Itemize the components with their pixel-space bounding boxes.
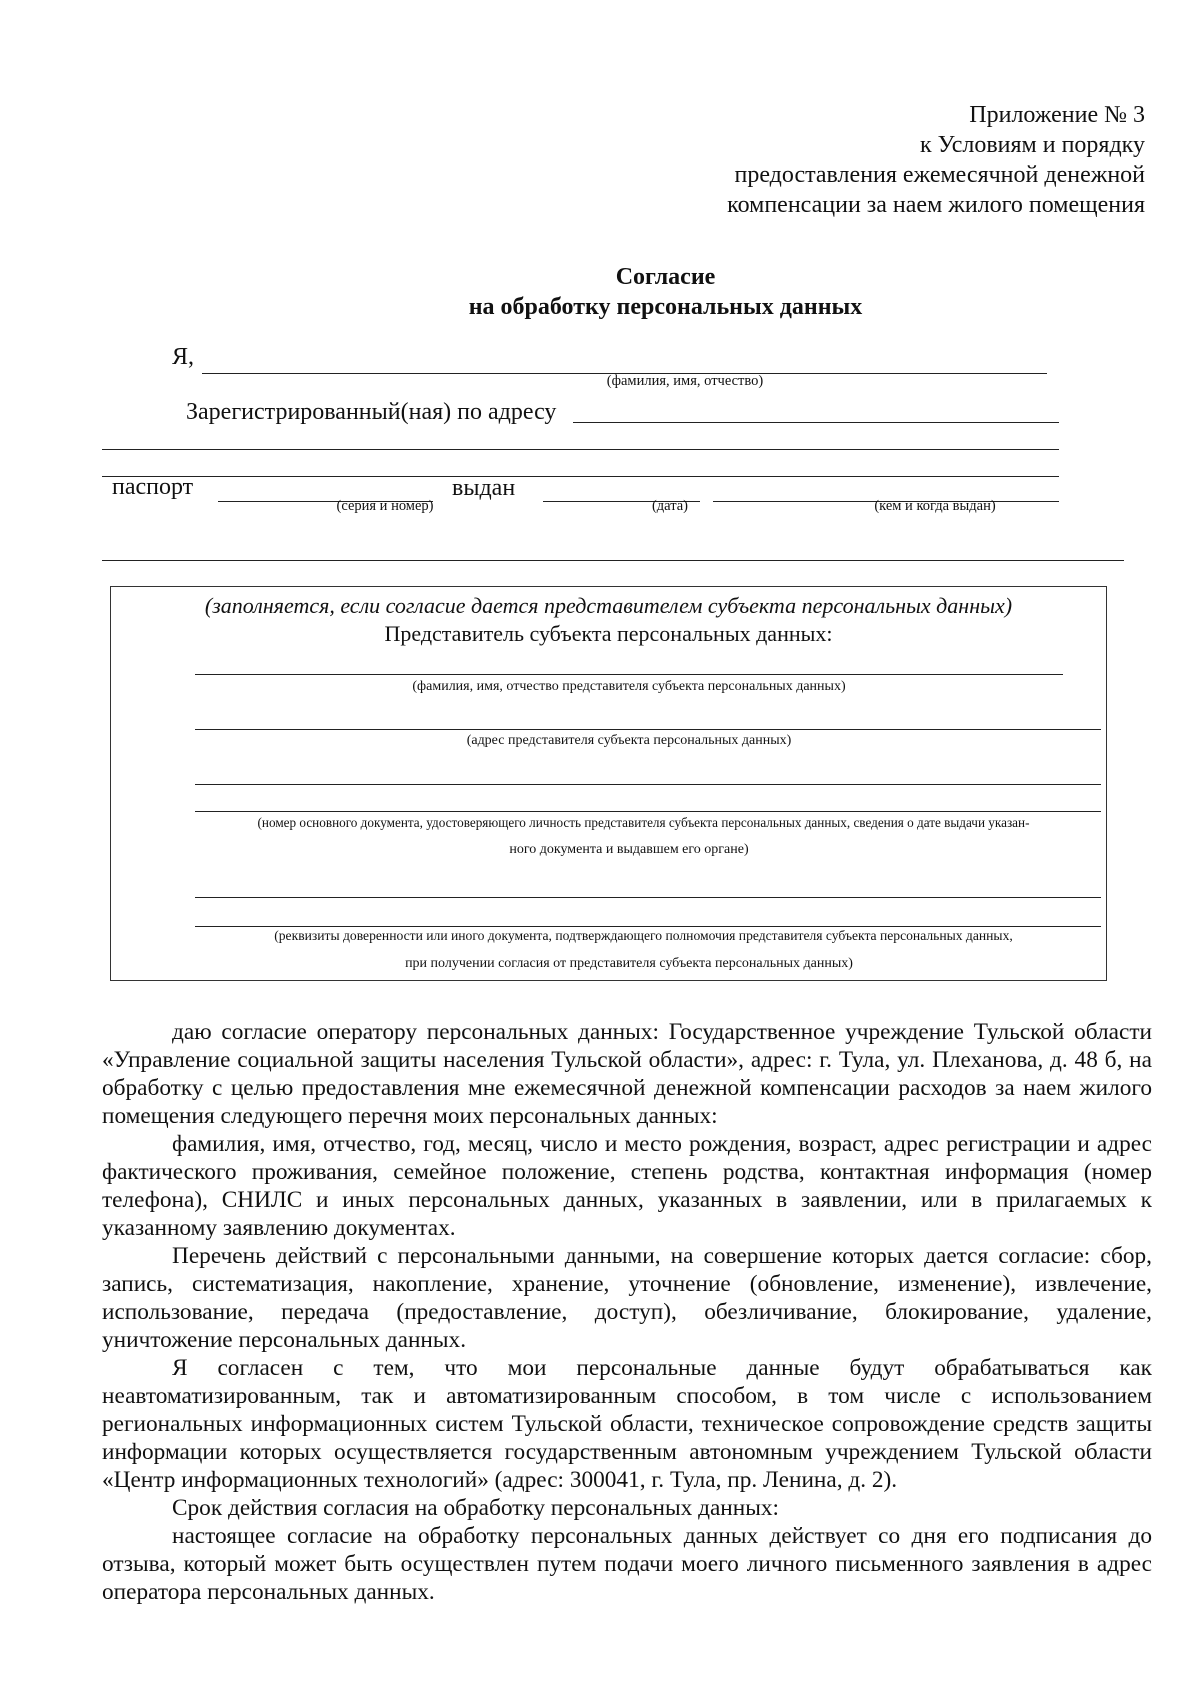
title-line-2: на обработку персональных данных xyxy=(468,294,863,320)
annex-line-3: предоставления ежемесячной денежной xyxy=(734,162,1145,188)
rep-doc-caption-2: ного документа и выдавшем его органе) xyxy=(509,842,749,857)
rep-doc-field-2[interactable] xyxy=(195,811,1101,812)
body-paragraph: Перечень действий с персональными данными, на совершение которых дается согласие: сбор, запись, систематизация, накопление, хранение, уточнение (обновление, изменение), извлечение, использование, передача (предоставление, доступ), обезличивание, блокирование, удаление, уничтожение персональных данных. xyxy=(102,1243,1152,1353)
passport-label: паспорт xyxy=(112,474,194,500)
rep-fio-caption: (фамилия, имя, отчество представителя субъекта персональных данных) xyxy=(412,679,846,694)
rep-address-caption: (адрес представителя субъекта персональных данных) xyxy=(466,733,792,748)
date-caption: (дата) xyxy=(651,498,689,514)
representative-note: (заполняется, если согласие дается представителем субъекта персональных данных) xyxy=(204,593,1013,618)
address-field-1[interactable] xyxy=(573,422,1059,423)
rep-proxy-caption-2: при получении согласия от представителя субъекта персональных данных) xyxy=(405,956,853,971)
address-field-3[interactable] xyxy=(102,476,1059,477)
consent-body xyxy=(102,1018,1152,1606)
address-field-2[interactable] xyxy=(102,449,1059,450)
registered-label: Зарегистрированный(ная) по адресу xyxy=(186,399,557,425)
body-paragraph: Я согласен с тем, что мои персональные данные будут обрабатываться как неавтоматизированным, так и автоматизированным способом, в том числе с использованием региональных информационных систем Тульской области, техническое сопровождение средств защиты информации которых осуществляется государственным автономным учреждением Тульской области «Центр информационных технологий» (адрес: 300041, г. Тула, пр. Ленина, д. 2). xyxy=(102,1355,1152,1493)
issuer-caption: (кем и когда выдан) xyxy=(874,498,996,514)
body-paragraph: фамилия, имя, отчество, год, месяц, число и место рождения, возраст, адрес регистрации и адрес фактического проживания, семейное положение, степень родства, контактная информация (номер телефона), СНИЛС и иных персональных данных, указанных в заявлении, или в прилагаемых к указанному заявлению документах. xyxy=(102,1131,1152,1241)
annex-header xyxy=(727,100,1145,220)
representative-box xyxy=(110,586,1107,981)
document-title xyxy=(0,262,1200,322)
rep-proxy-field-2[interactable] xyxy=(195,926,1101,927)
series-caption: (серия и номер) xyxy=(336,498,434,514)
rep-doc-caption-1: (номер основного документа, удостоверяющего личность представителя субъекта персональных данных, сведения о дате выдачи указан- xyxy=(257,815,1030,830)
representative-heading: Представитель субъекта персональных данных: xyxy=(384,621,833,646)
body-paragraph: настоящее согласие на обработку персональных данных действует со дня его подписания до отзыва, который может быть осуществлен путем подачи моего личного письменного заявления в адрес оператора персональных данных. xyxy=(102,1523,1152,1605)
rep-fio-field[interactable] xyxy=(195,674,1063,675)
fio-caption: (фамилия, имя, отчество) xyxy=(606,373,764,389)
rep-proxy-field-1[interactable] xyxy=(195,897,1101,898)
annex-line-4: компенсации за наем жилого помещения xyxy=(727,192,1145,218)
body-paragraph: даю согласие оператору персональных данных: Государственное учреждение Тульской области «Управление социальной защиты населения Тульской области», адрес: г. Тула, ул. Плеханова, д. 48 б, на обработку с целью предоставления мне ежемесячной денежной компенсации расходов за наем жилого помещения следующего перечня моих персональных данных: xyxy=(102,1019,1152,1129)
annex-line-2: к Условиям и порядку xyxy=(919,132,1145,158)
body-paragraph: Срок действия согласия на обработку персональных данных: xyxy=(172,1495,780,1521)
issued-label: выдан xyxy=(452,475,516,501)
rep-doc-field-1[interactable] xyxy=(195,784,1101,785)
rep-address-field[interactable] xyxy=(195,729,1101,730)
annex-line-1: Приложение № 3 xyxy=(969,102,1145,128)
passport-extra-field[interactable] xyxy=(102,560,1124,561)
i-label: Я, xyxy=(172,344,195,370)
title-line-1: Согласие xyxy=(615,264,716,290)
rep-proxy-caption-1: (реквизиты доверенности или иного документа, подтверждающего полномочия представителя субъекта персональных данных, xyxy=(274,928,1013,943)
